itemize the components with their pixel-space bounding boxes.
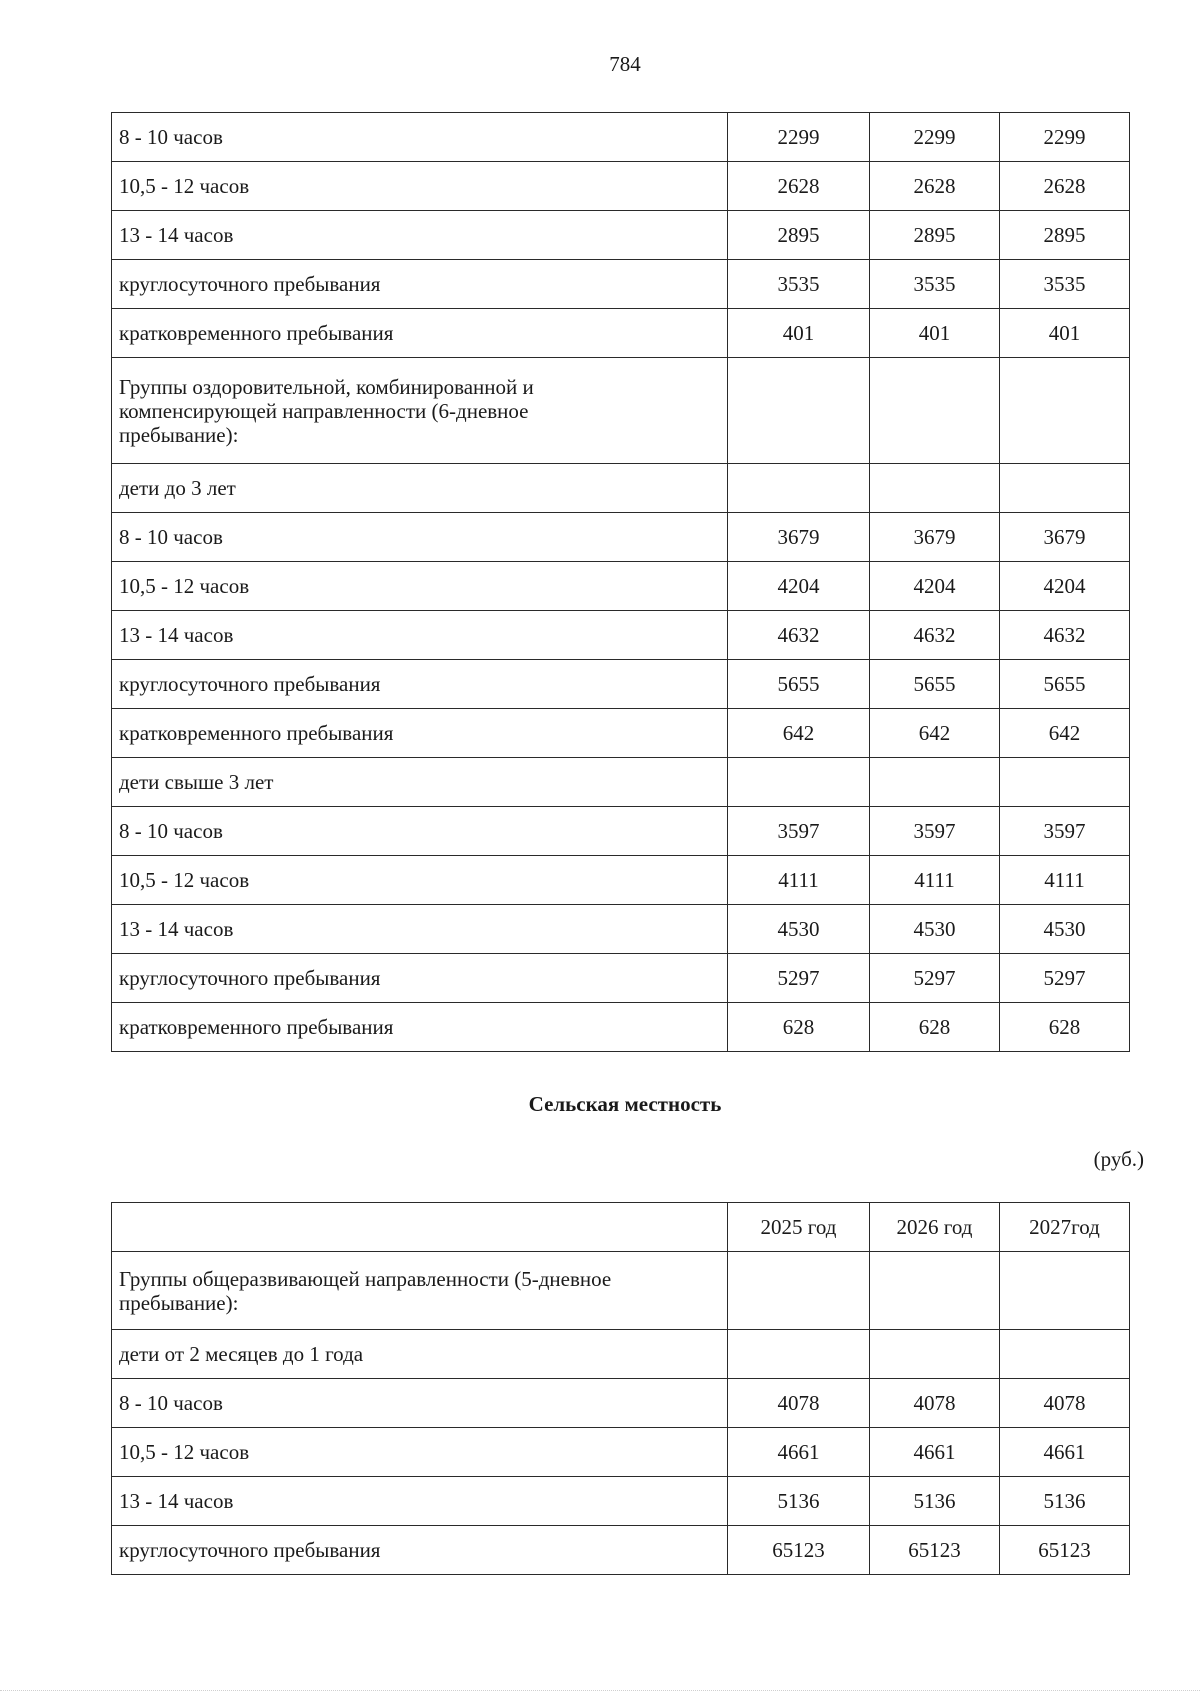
value-2026 <box>870 1330 1000 1379</box>
value-2027: 401 <box>1000 309 1130 358</box>
value-2026: 5655 <box>870 660 1000 709</box>
value-2025 <box>728 358 870 464</box>
row-label: 8 - 10 часов <box>112 807 728 856</box>
value-2027 <box>1000 358 1130 464</box>
table-row <box>112 1330 1130 1379</box>
value-2025: 5655 <box>728 660 870 709</box>
table-row <box>112 758 1130 807</box>
value-2025: 4078 <box>728 1379 870 1428</box>
table-row <box>112 464 1130 513</box>
value-2026: 4530 <box>870 905 1000 954</box>
table-row <box>112 562 1130 611</box>
value-2026: 2628 <box>870 162 1000 211</box>
value-2025 <box>728 1330 870 1379</box>
table-row <box>112 260 1130 309</box>
unit-note: (руб.) <box>1093 1147 1144 1171</box>
value-2026: 65123 <box>870 1526 1000 1575</box>
value-2025: 628 <box>728 1003 870 1052</box>
row-label: круглосуточного пребывания <box>112 660 728 709</box>
table-row <box>112 162 1130 211</box>
value-2026: 401 <box>870 309 1000 358</box>
value-2027: 4530 <box>1000 905 1130 954</box>
value-2025: 2895 <box>728 211 870 260</box>
value-2027: 5136 <box>1000 1477 1130 1526</box>
value-2025: 4632 <box>728 611 870 660</box>
table-header-row <box>112 1203 1130 1252</box>
value-2026: 4661 <box>870 1428 1000 1477</box>
value-2026 <box>870 358 1000 464</box>
value-2027: 2895 <box>1000 211 1130 260</box>
row-label: 13 - 14 часов <box>112 211 728 260</box>
value-2027 <box>1000 1330 1130 1379</box>
value-2026: 4204 <box>870 562 1000 611</box>
page-number: 784 <box>609 52 641 76</box>
value-2027: 3597 <box>1000 807 1130 856</box>
row-label: 13 - 14 часов <box>112 611 728 660</box>
value-2027: 2299 <box>1000 113 1130 162</box>
value-2027: 5655 <box>1000 660 1130 709</box>
row-label: 10,5 - 12 часов <box>112 562 728 611</box>
row-label: кратковременного пребывания <box>112 709 728 758</box>
row-label-group-heading: Группы оздоровительной, комбинированной и компенсирующей направленности (6-дневное пребывание): <box>112 358 728 464</box>
value-2027: 5297 <box>1000 954 1130 1003</box>
row-label: 8 - 10 часов <box>112 1379 728 1428</box>
value-2026: 5136 <box>870 1477 1000 1526</box>
row-label-age-group: дети до 3 лет <box>112 464 728 513</box>
value-2025: 3535 <box>728 260 870 309</box>
column-header-empty <box>112 1203 728 1252</box>
value-2027: 2628 <box>1000 162 1130 211</box>
value-2026: 3679 <box>870 513 1000 562</box>
value-2025: 2299 <box>728 113 870 162</box>
value-2027: 628 <box>1000 1003 1130 1052</box>
table-row <box>112 358 1130 464</box>
value-2026: 642 <box>870 709 1000 758</box>
value-2025: 401 <box>728 309 870 358</box>
row-label: 10,5 - 12 часов <box>112 856 728 905</box>
value-2027 <box>1000 1252 1130 1330</box>
value-2025 <box>728 758 870 807</box>
table-row <box>112 1526 1130 1575</box>
value-2026: 4111 <box>870 856 1000 905</box>
table-row <box>112 1379 1130 1428</box>
row-label: 8 - 10 часов <box>112 113 728 162</box>
table-row <box>112 1477 1130 1526</box>
row-label: 8 - 10 часов <box>112 513 728 562</box>
table-row <box>112 513 1130 562</box>
value-2025: 65123 <box>728 1526 870 1575</box>
table-row <box>112 211 1130 260</box>
table-row <box>112 905 1130 954</box>
row-label-age-group: дети от 2 месяцев до 1 года <box>112 1330 728 1379</box>
value-2026: 3535 <box>870 260 1000 309</box>
value-2027: 4204 <box>1000 562 1130 611</box>
section-title: Сельская местность <box>528 1092 722 1116</box>
tariff-table-urban-continued <box>111 112 1130 1052</box>
value-2027 <box>1000 758 1130 807</box>
table-row <box>112 709 1130 758</box>
value-2026: 5297 <box>870 954 1000 1003</box>
value-2027: 65123 <box>1000 1526 1130 1575</box>
table-row <box>112 1428 1130 1477</box>
row-label-group-heading: Группы общеразвивающей направленности (5-дневное пребывание): <box>112 1252 728 1330</box>
row-label: круглосуточного пребывания <box>112 954 728 1003</box>
value-2026 <box>870 1252 1000 1330</box>
value-2027: 4632 <box>1000 611 1130 660</box>
row-label: 13 - 14 часов <box>112 1477 728 1526</box>
table-row <box>112 113 1130 162</box>
value-2025: 4111 <box>728 856 870 905</box>
value-2027: 3535 <box>1000 260 1130 309</box>
value-2026: 4078 <box>870 1379 1000 1428</box>
row-label: кратковременного пребывания <box>112 1003 728 1052</box>
value-2027: 642 <box>1000 709 1130 758</box>
row-label: 10,5 - 12 часов <box>112 162 728 211</box>
value-2026 <box>870 464 1000 513</box>
value-2025: 5297 <box>728 954 870 1003</box>
row-label: круглосуточного пребывания <box>112 260 728 309</box>
column-header-2025: 2025 год <box>728 1203 870 1252</box>
table-row <box>112 856 1130 905</box>
table-row <box>112 1003 1130 1052</box>
value-2025: 642 <box>728 709 870 758</box>
tariff-table-rural <box>111 1202 1130 1575</box>
value-2026 <box>870 758 1000 807</box>
value-2026: 2299 <box>870 113 1000 162</box>
value-2027: 3679 <box>1000 513 1130 562</box>
column-header-2027: 2027год <box>1000 1203 1130 1252</box>
value-2027: 4111 <box>1000 856 1130 905</box>
row-label-age-group: дети свыше 3 лет <box>112 758 728 807</box>
table-row <box>112 660 1130 709</box>
table-row <box>112 1252 1130 1330</box>
value-2026: 3597 <box>870 807 1000 856</box>
value-2026: 628 <box>870 1003 1000 1052</box>
row-label: кратковременного пребывания <box>112 309 728 358</box>
row-label: 10,5 - 12 часов <box>112 1428 728 1477</box>
value-2025: 4204 <box>728 562 870 611</box>
value-2027: 4661 <box>1000 1428 1130 1477</box>
value-2027: 4078 <box>1000 1379 1130 1428</box>
table-row <box>112 807 1130 856</box>
value-2025 <box>728 1252 870 1330</box>
value-2025: 3679 <box>728 513 870 562</box>
table-row <box>112 309 1130 358</box>
scan-edge-divider <box>0 1690 1200 1691</box>
value-2027 <box>1000 464 1130 513</box>
value-2026: 2895 <box>870 211 1000 260</box>
table-row <box>112 954 1130 1003</box>
row-label: 13 - 14 часов <box>112 905 728 954</box>
value-2025: 5136 <box>728 1477 870 1526</box>
value-2025 <box>728 464 870 513</box>
value-2025: 4530 <box>728 905 870 954</box>
column-header-2026: 2026 год <box>870 1203 1000 1252</box>
table-row <box>112 611 1130 660</box>
value-2025: 2628 <box>728 162 870 211</box>
value-2025: 4661 <box>728 1428 870 1477</box>
value-2025: 3597 <box>728 807 870 856</box>
row-label: круглосуточного пребывания <box>112 1526 728 1575</box>
value-2026: 4632 <box>870 611 1000 660</box>
